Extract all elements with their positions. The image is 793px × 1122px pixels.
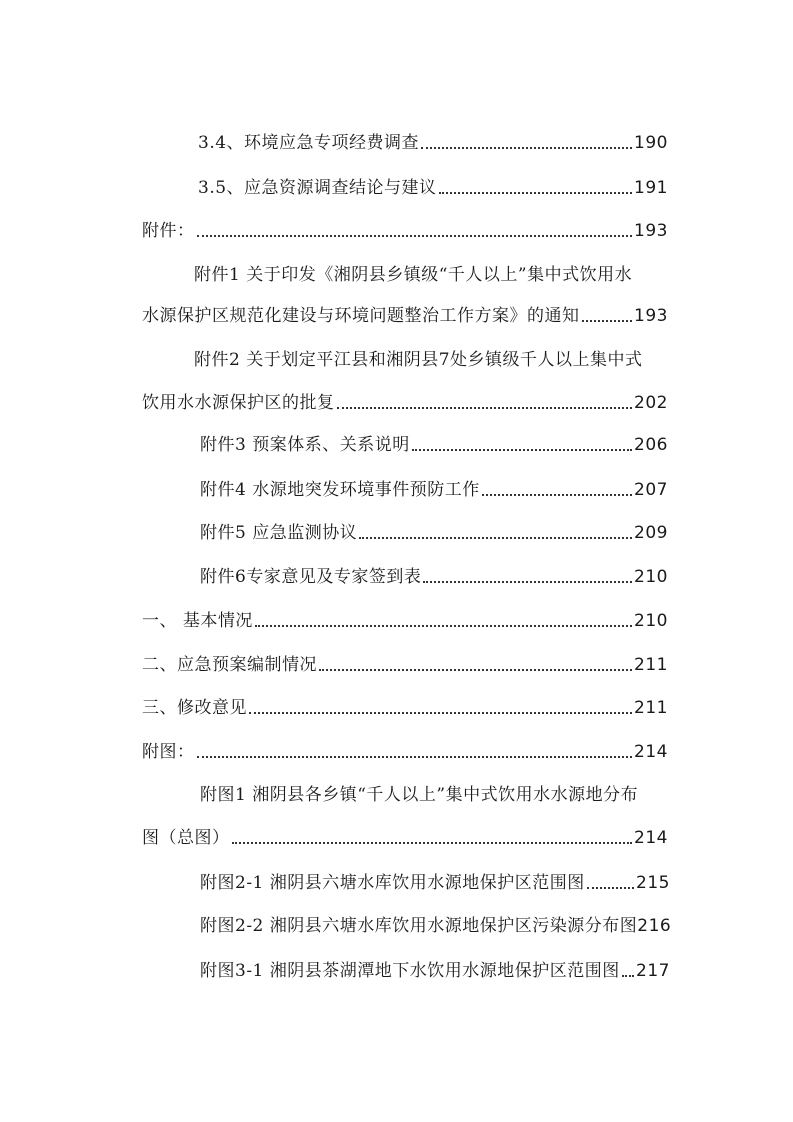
toc-leader-dots <box>412 449 632 451</box>
toc-leader-dots <box>587 887 634 889</box>
toc-entry-label: 二、应急预案编制情况 <box>142 655 317 675</box>
toc-leader-dots <box>337 407 633 409</box>
toc-entry-figure-1[interactable] <box>142 827 668 849</box>
toc-page-number: 215 <box>636 873 670 893</box>
toc-leader-dots <box>232 842 633 844</box>
toc-leader-dots <box>197 235 633 237</box>
toc-entry-figure-3-1[interactable] <box>200 960 670 982</box>
toc-leader-dots <box>255 625 632 627</box>
toc-entry-attachment-1-line-1[interactable]: 附件1 关于印发《湘阴县乡镇级“千人以上”集中式饮用水 <box>194 265 633 285</box>
toc-entry-label: 附件4 水源地突发环境事件预防工作 <box>200 480 480 500</box>
toc-page-number: 193 <box>634 306 668 326</box>
toc-entry-label: 一、 基本情况 <box>142 611 253 631</box>
toc-entry-label: 附图2-1 湘阴县六塘水库饮用水源地保护区范围图 <box>200 873 585 893</box>
toc-page-number: 206 <box>634 435 668 455</box>
toc-entry-label: 水源保护区规范化建设与环境问题整治工作方案》的通知 <box>142 306 580 326</box>
toc-leader-dots <box>622 975 634 977</box>
toc-entry-label: 附件： <box>142 221 195 241</box>
toc-page-number: 214 <box>634 828 668 848</box>
toc-page-number: 216 <box>637 916 672 936</box>
toc-page-number: 211 <box>634 655 668 675</box>
toc-page-number: 209 <box>634 523 668 543</box>
toc-page-number: 207 <box>634 480 668 500</box>
toc-entry-attachment-6[interactable] <box>200 566 668 588</box>
toc-entry-label: 附件3 预案体系、关系说明 <box>200 435 410 455</box>
toc-entry-label: 图（总图） <box>142 828 230 848</box>
toc-leader-dots <box>319 669 632 671</box>
toc-entry-label: 3.5、应急资源调查结论与建议 <box>198 178 437 198</box>
toc-entry-plan-compilation[interactable] <box>142 654 668 676</box>
toc-entry-attachments[interactable] <box>142 220 668 242</box>
toc-entry-attachment-1[interactable] <box>142 305 668 327</box>
toc-entry-attachment-2[interactable] <box>142 392 668 414</box>
toc-entry-attachment-5[interactable] <box>200 522 668 544</box>
toc-entry-label: 3.4、环境应急专项经费调查 <box>198 133 420 153</box>
toc-page-number: 214 <box>634 742 668 762</box>
toc-entry-3-5[interactable] <box>198 177 668 199</box>
toc-entry-3-4[interactable] <box>198 132 668 154</box>
toc-entry-label: 附件5 应急监测协议 <box>200 523 358 543</box>
toc-entry-figures[interactable] <box>142 741 668 763</box>
toc-page-number: 191 <box>634 178 668 198</box>
toc-entry-figure-2-1[interactable] <box>200 872 670 894</box>
toc-page-number: 210 <box>634 567 668 587</box>
toc-entry-label: 饮用水水源保护区的批复 <box>142 393 335 413</box>
toc-entry-attachment-2-line-1[interactable]: 附件2 关于划定平江县和湘阴县7处乡镇级千人以上集中式 <box>194 350 643 370</box>
toc-entry-label: 附图： <box>142 742 195 762</box>
toc-leader-dots <box>197 756 633 758</box>
toc-leader-dots <box>439 192 633 194</box>
toc-page-number: 202 <box>634 393 668 413</box>
toc-leader-dots <box>423 581 632 583</box>
toc-entry-label: 附件6专家意见及专家签到表 <box>200 567 422 587</box>
toc-entry-figure-1-line-1[interactable]: 附图1 湘阴县各乡镇“千人以上”集中式饮用水水源地分布 <box>200 785 639 805</box>
toc-entry-figure-2-2[interactable] <box>200 915 680 937</box>
toc-entry-attachment-3[interactable] <box>200 434 668 456</box>
toc-entry-label: 三、修改意见 <box>142 698 247 718</box>
toc-entry-label: 附图2-2 湘阴县六塘水库饮用水源地保护区污染源分布图 <box>200 916 638 936</box>
toc-page-number: 210 <box>634 611 668 631</box>
toc-leader-dots <box>421 147 632 149</box>
toc-leader-dots <box>249 712 632 714</box>
toc-leader-dots <box>482 494 632 496</box>
toc-page-number: 211 <box>634 698 668 718</box>
toc-page-number: 217 <box>636 961 670 981</box>
toc-entry-revision-opinions[interactable] <box>142 697 668 719</box>
toc-entry-label: 附图3-1 湘阴县茶湖潭地下水饮用水源地保护区范围图 <box>200 961 620 981</box>
toc-entry-basic-info[interactable] <box>142 610 668 632</box>
toc-page-number: 193 <box>634 221 668 241</box>
toc-page-number: 190 <box>634 133 668 153</box>
toc-leader-dots <box>582 320 633 322</box>
toc-entry-attachment-4[interactable] <box>200 479 668 501</box>
toc-leader-dots <box>359 537 632 539</box>
